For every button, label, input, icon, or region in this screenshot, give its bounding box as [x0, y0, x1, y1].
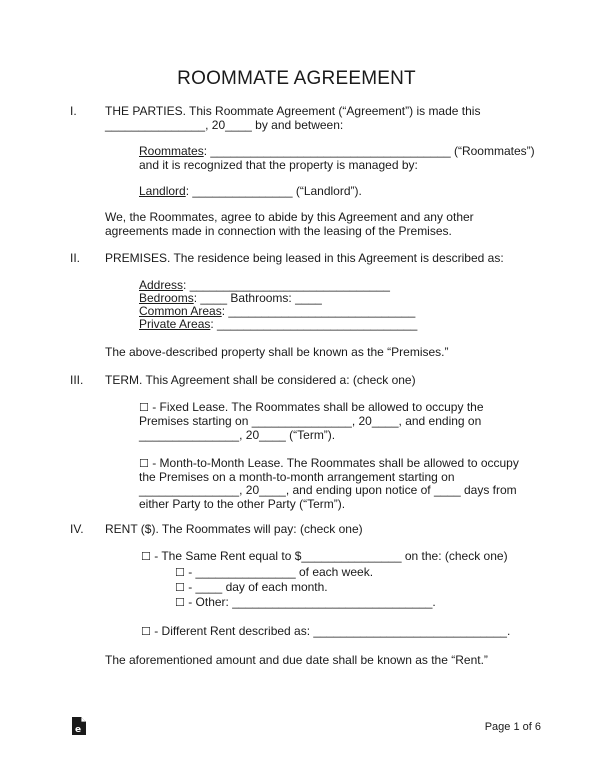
- rent-line-1: RENT ($). The Roommates will pay: (check one): [105, 522, 363, 536]
- month-to-month-text: - Month-to-Month Lease. The Roommates shall be allowed to occupy: [148, 456, 519, 470]
- month-to-month-line-3: _______________, 20____, and ending upon notice of ____ days from: [139, 483, 517, 497]
- rent-weekly-line: [175, 565, 373, 580]
- address-label: Address: [139, 278, 184, 292]
- fixed-lease-line-3: _______________, 20____ (“Term”).: [139, 428, 336, 442]
- fixed-lease-text: - Fixed Lease. The Roommates shall be allowed to occupy the: [148, 400, 484, 414]
- rent-weekly-text: - _______________ of each week.: [184, 565, 374, 579]
- svg-text:e: e: [75, 725, 82, 735]
- different-rent-checkbox[interactable]: ☐: [141, 625, 151, 638]
- abide-line-1: We, the Roommates, agree to abide by this Agreement and any other: [105, 210, 474, 224]
- rent-other-line: [175, 595, 436, 610]
- rent-monthly-checkbox[interactable]: ☐: [175, 581, 185, 594]
- section-number-parties: I.: [70, 104, 77, 118]
- document-title: ROOMMATE AGREEMENT: [177, 68, 416, 89]
- month-to-month-checkbox[interactable]: ☐: [139, 457, 149, 470]
- roommates-line: [139, 144, 535, 158]
- section-number-rent: IV.: [70, 522, 84, 536]
- same-rent-text: - The Same Rent equal to $_______________ on the: (check one): [150, 549, 508, 563]
- same-rent-line: [141, 549, 508, 564]
- bedrooms-line: [139, 291, 322, 305]
- private-areas-line: [139, 317, 417, 331]
- rent-other-text: - Other: ______________________________.: [184, 595, 436, 609]
- private-areas-label: Private Areas: [139, 317, 211, 331]
- common-areas-label: Common Areas: [139, 304, 222, 318]
- section-number-term: III.: [70, 373, 84, 387]
- parties-line-2: _______________, 20____ by and between:: [105, 118, 344, 132]
- premises-line-1: PREMISES. The residence being leased in this Agreement is described as:: [105, 251, 504, 265]
- month-to-month-line-2: the Premises on a month-to-month arrangement starting on: [139, 470, 455, 484]
- month-to-month-line-1: [139, 456, 519, 471]
- common-areas-line: [139, 304, 415, 318]
- landlord-blank: : _______________ (“Landlord”).: [185, 184, 362, 198]
- eforms-logo-icon: [70, 716, 88, 736]
- premises-known-line: The above-described property shall be known as the “Premises.”: [105, 345, 449, 359]
- fixed-lease-line-2: Premises starting on _______________, 20____, and ending on: [139, 414, 482, 428]
- parties-line-1: THE PARTIES. This Roommate Agreement (“Agreement”) is made this: [105, 104, 481, 118]
- section-number-premises: II.: [70, 251, 81, 265]
- month-to-month-line-4: either Party to the other Party (“Term”).: [139, 497, 346, 511]
- same-rent-checkbox[interactable]: ☐: [141, 550, 151, 563]
- landlord-label: Landlord: [139, 184, 186, 198]
- rent-monthly-line: [175, 580, 328, 595]
- private-areas-blank: : ______________________________: [210, 317, 418, 331]
- different-rent-text: - Different Rent described as: _____________________________.: [150, 624, 511, 638]
- rent-monthly-text: - ____ day of each month.: [184, 580, 328, 594]
- fixed-lease-line-1: [139, 400, 484, 415]
- address-blank: : ______________________________: [183, 278, 390, 292]
- page-number: Page 1 of 6: [484, 721, 541, 733]
- different-rent-line: [141, 624, 510, 639]
- bedrooms-bathrooms-blank: : ____ Bathrooms: ____: [193, 291, 322, 305]
- address-line: [139, 278, 390, 292]
- rent-other-checkbox[interactable]: ☐: [175, 596, 185, 609]
- term-line-1: TERM. This Agreement shall be considered a: (check one): [105, 373, 416, 387]
- roommates-blank: : ____________________________________ (“Roommates”): [203, 144, 535, 158]
- common-areas-blank: : ____________________________: [221, 304, 416, 318]
- rent-known-line: The aforementioned amount and due date shall be known as the “Rent.”: [105, 653, 488, 667]
- managed-by-line: and it is recognized that the property is managed by:: [139, 158, 418, 172]
- landlord-line: [139, 184, 362, 198]
- roommates-label: Roommates: [139, 144, 204, 158]
- rent-weekly-checkbox[interactable]: ☐: [175, 566, 185, 579]
- bedrooms-label: Bedrooms: [139, 291, 194, 305]
- abide-line-2: agreements made in connection with the leasing of the Premises.: [105, 224, 452, 238]
- fixed-lease-checkbox[interactable]: ☐: [139, 401, 149, 414]
